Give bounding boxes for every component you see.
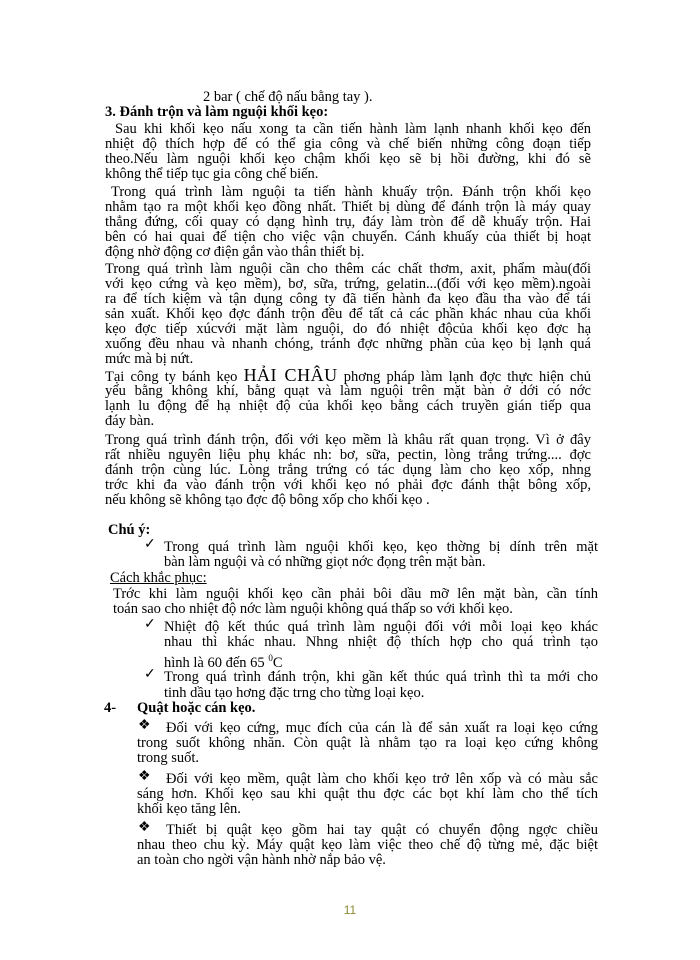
text-line: không thể tiếp tục gia công chế biến. xyxy=(105,166,319,182)
text-line: Trong quá trình làm nguội cần cho thêm các chất thơm, axit, phẩm màu(đối xyxy=(105,261,591,277)
text-line: trớc khi đa vào đánh trộn với khối kẹo nó phải đợc đánh thật bông xốp, xyxy=(105,477,591,493)
company-name: HẢI CHÂU xyxy=(243,365,338,385)
text-line: Sau khi khối kẹo nấu xong ta cần tiến hành làm lạnh nhanh khối kẹo đến xyxy=(115,121,591,137)
degree-superscript: 0 xyxy=(268,653,273,663)
text-line: đánh trộn cùng lúc. Lòng trắng trứng có tác dụng làm cho kẹo xốp, nhng xyxy=(105,462,591,478)
text-segment: phơng pháp làm lạnh đợc thực hiện chủ xyxy=(337,369,591,385)
text-line: trong suốt không nhăn. Còn quật là nhằm tạo ra loại kẹo cứng không xyxy=(137,735,598,751)
text-line: sản xuất. Khối kẹo đợc đánh trộn đều để tất cả các phần khác nhau của khối xyxy=(105,306,591,322)
unit-celsius: C xyxy=(272,654,283,671)
text-line: với kẹo cứng và kẹo mềm), bơ, sữa, trứng, gelatin...(đối với kẹo mềm).ngoài xyxy=(105,276,591,292)
text-line: Nhiệt độ kết thúc quá trình làm nguội đối với mỗi loại kẹo khác xyxy=(164,619,598,635)
text-line: đáy bàn. xyxy=(105,413,155,429)
text-line: thẳng đứng, cối quay có dạng hình trụ, đáy làm tròn để dễ khuấy trộn. Hai xyxy=(105,214,591,230)
text-line: yếu bằng không khí, bằng quạt và làm nguội trên mặt bàn ở dới có nớc xyxy=(105,383,591,399)
section-heading-4: Quật hoặc cán kẹo. xyxy=(137,700,256,716)
text-line: kẹo đợc tiếp xúcvới mặt làm nguội, do đó nhiệt độcủa khối kẹo đợc hạ xyxy=(105,321,591,337)
text-line: nhiệt độ thích hợp để có thể gia công và chế biến những công đoạn tiếp xyxy=(105,136,591,152)
text-line: nhằm tạo ra một khối kẹo đồng nhất. Thiết bị dùng để đánh trộn là máy quay xyxy=(105,199,591,215)
text-line: theo.Nếu làm nguội khối kẹo chậm khối kẹo sẽ bị hồi đường, khi đó sẽ xyxy=(105,151,591,167)
text-line xyxy=(164,651,282,671)
text-line: nhau theo chu kỳ. Máy quật kẹo làm việc theo chế độ từng mẻ, đặc biệt xyxy=(137,837,598,853)
text-line: tinh dầu tạo hơng đặc trng cho từng loại kẹo. xyxy=(164,685,425,701)
text-line: nếu không sẽ không tạo đợc độ bông xốp cho khối kẹo . xyxy=(105,492,430,508)
text-line: Đối với kẹo mềm, quật làm cho khối kẹo trở lên xốp và có màu sắc xyxy=(166,771,598,787)
text-line: rất nhiều nguyên liệu phụ khác nh: bơ, sữa, pectin, lòng trắng trứng.... đợc xyxy=(105,447,591,463)
text-line: bên có hai quai để tiện cho việc vận chuyển. Cánh khuấy của thiết bị hoạt xyxy=(105,229,591,245)
diamond-bullet-icon: ❖ xyxy=(138,769,151,784)
text-line: Trớc khi làm nguội khối kẹo cần phải bôi dầu mỡ lên mặt bàn, cần tính xyxy=(113,586,598,602)
text-line: trong suốt. xyxy=(137,750,200,766)
text-line: mức mà bị nứt. xyxy=(105,351,194,367)
text-line: Trong quá trình đánh trộn, đối với kẹo mềm là khâu rất quan trọng. Vì ở đây xyxy=(105,432,591,448)
section-number-4: 4- xyxy=(104,700,117,716)
text-line: Trong quá trình làm nguội khối kẹo, kẹo thờng bị dính trên mặt xyxy=(164,539,598,555)
page-number: 11 xyxy=(343,903,357,917)
check-icon: ✓ xyxy=(144,667,156,682)
text-line: Trong quá trình đánh trộn, khi gần kết thúc quá trình thì ta mới cho xyxy=(164,669,598,685)
text-line: sáng hơn. Khối kẹo sau khi quật thu đợc các bọt khí làm cho thể tích xyxy=(137,786,598,802)
note-heading: Chú ý: xyxy=(108,522,151,538)
text-line: nhau thì khác nhau. Nhng nhiệt độ thích hợp cho quá trình tạo xyxy=(164,634,598,650)
text-segment: hình là 60 đến 65 xyxy=(164,654,265,671)
text-line: khối kẹo tăng lên. xyxy=(137,801,241,817)
text-line: Trong quá trình làm nguội ta tiến hành khuấy trộn. Đánh trộn khối kẹo xyxy=(111,184,591,200)
text-line: Đối với kẹo cứng, mục đích của cán là để sản xuất ra loại kẹo cứng xyxy=(166,720,598,736)
text-line: toán sao cho nhiệt độ nớc làm nguội không quá thấp so với khối kẹo. xyxy=(113,601,513,617)
text-segment: Tại công ty bánh kẹo xyxy=(105,369,244,385)
text-line: an toàn cho ngời vận hành nhờ nắp bảo vệ. xyxy=(137,852,386,868)
diamond-bullet-icon: ❖ xyxy=(138,718,151,733)
text-line: ra để tích kiệm và tận dụng công ty đã tiến hành đa kẹo đầu tha vào để tái xyxy=(105,291,591,307)
text-line: lạnh lu động để hạ nhiệt độ của khối kẹo bằng cách truyền gián tiếp qua xyxy=(105,398,591,414)
text-line: Thiết bị quật kẹo gồm hai tay quật có chuyển động ngợc chiều xyxy=(166,822,598,838)
section-heading-3: 3. Đánh trộn và làm nguội khối kẹo: xyxy=(105,104,329,120)
diamond-bullet-icon: ❖ xyxy=(138,820,151,835)
text-line: 2 bar ( chế độ nấu bằng tay ). xyxy=(203,89,373,105)
remedy-heading: Cách khắc phục: xyxy=(110,570,207,586)
text-line: bàn làm nguội và có những giọt nớc đọng trên mặt bàn. xyxy=(164,554,486,570)
check-icon: ✓ xyxy=(144,617,156,632)
text-line: động nhờ động cơ điện gắn vào thân thiết bị. xyxy=(105,244,365,260)
check-icon: ✓ xyxy=(144,537,156,552)
text-line: xuống đều nhau và nhanh chóng, tránh đợc những phần của kẹo bị lạnh quá xyxy=(105,336,591,352)
